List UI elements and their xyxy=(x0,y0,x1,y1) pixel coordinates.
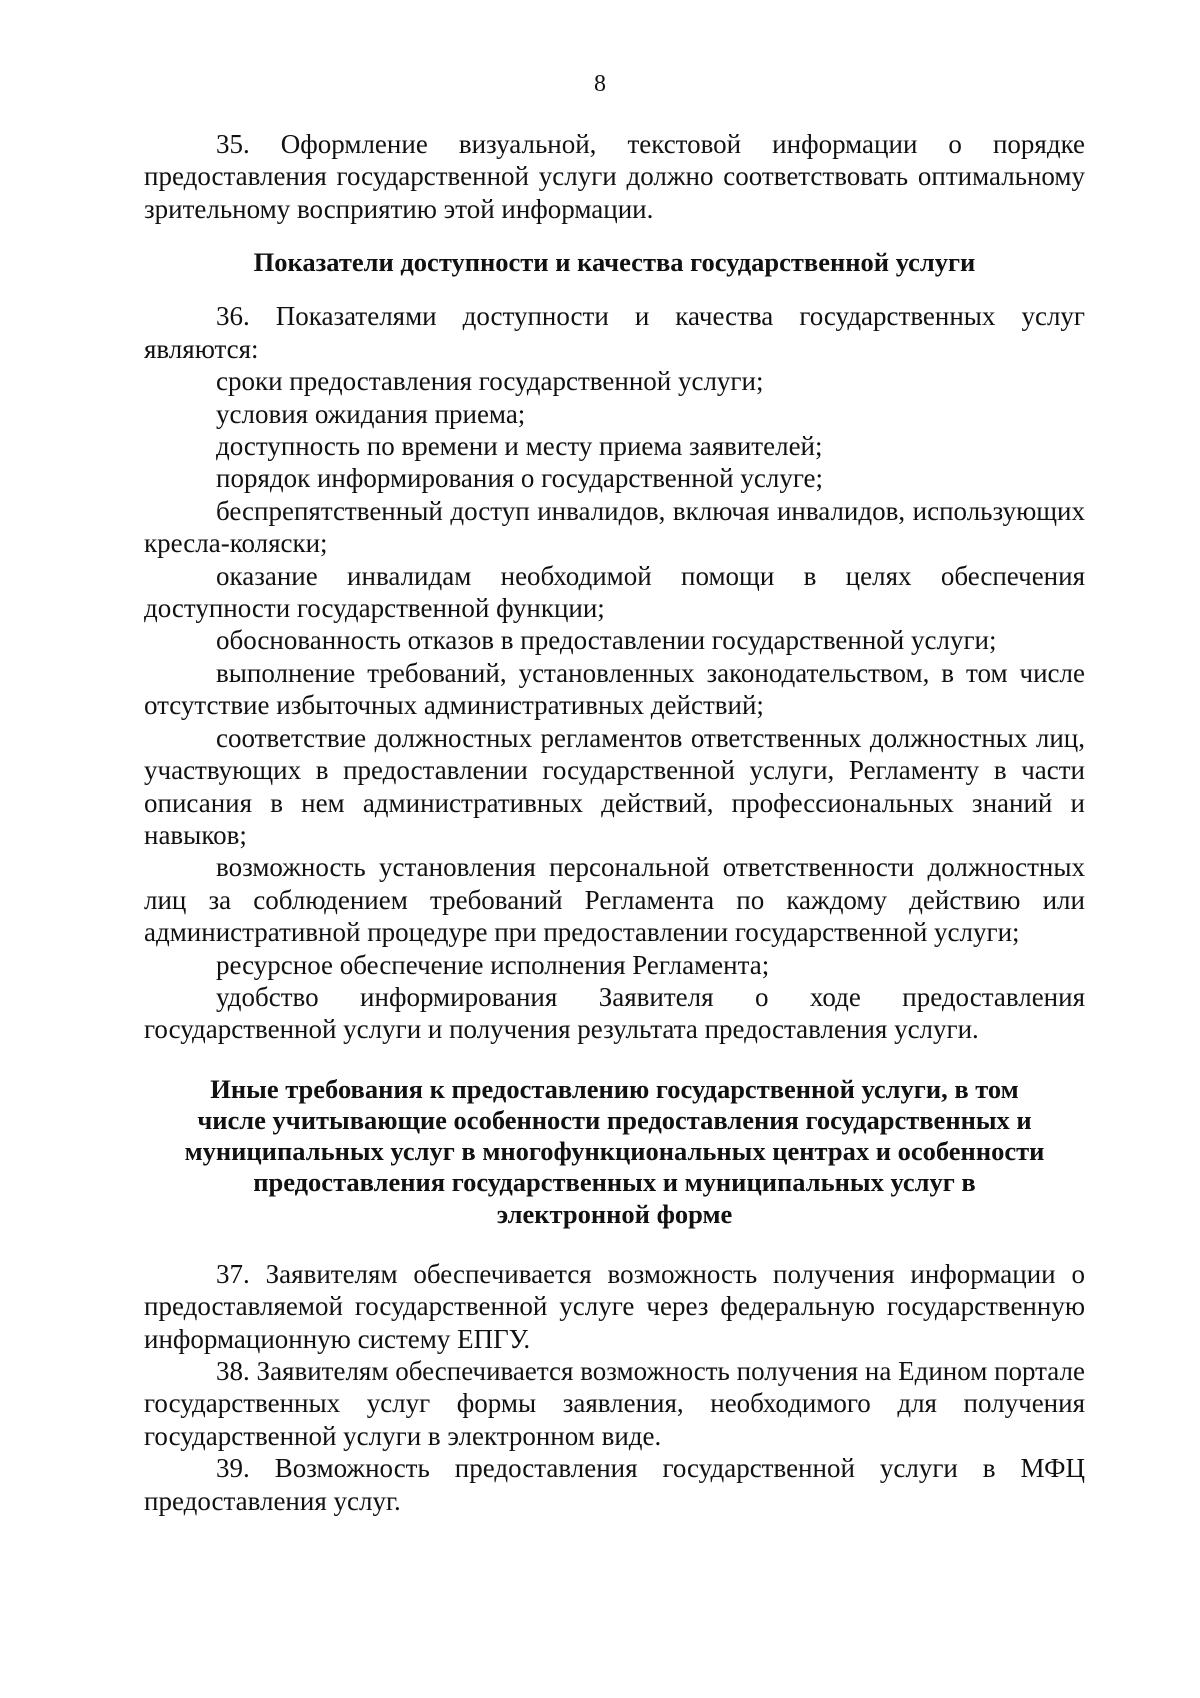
list-item: возможность установления персональной ответственности должностных лиц за соблюдением требований Регламента по каждому действию или административной процедуре при предоставлении государственной услуги; xyxy=(144,852,1085,948)
page-number: 8 xyxy=(594,71,606,97)
heading-line: муниципальных услуг в многофункциональных центрах и особенности xyxy=(184,1136,1045,1167)
list-item: условия ожидания приема; xyxy=(216,398,526,429)
list-item: удобство информирования Заявителя о ходе предоставления государственной услуги и получения результата предоставления услуги. xyxy=(144,981,1085,1045)
heading-line: Иные требования к предоставлению государственной услуги, в том xyxy=(210,1073,1019,1104)
section-heading-other-requirements xyxy=(144,1074,1085,1230)
paragraph-35: 35. Оформление визуальной, текстовой информации о порядке предоставления государственной услуги должно соответствовать оптимальному зрительному восприятию этой информации. xyxy=(144,129,1085,224)
heading-line: предоставления государственных и муниципальных услуг в xyxy=(253,1167,976,1198)
list-item: сроки предоставления государственной услуги; xyxy=(216,366,764,397)
heading-line: числе учитывающие особенности предоставления государственных и xyxy=(197,1104,1032,1135)
heading-line: электронной форме xyxy=(496,1198,733,1229)
list-item: беспрепятственный доступ инвалидов, включая инвалидов, использующих кресла-коляски; xyxy=(144,495,1085,559)
list-item: ресурсное обеспечение исполнения Регламента; xyxy=(216,949,770,980)
list-item: соответствие должностных регламентов ответственных должностных лиц, участвующих в предоставлении государственной услуги, Регламенту в части описания в нем административных действий, профессиональных знаний и навыков; xyxy=(144,722,1085,850)
document-body xyxy=(144,128,1085,1517)
paragraph-39: 39. Возможность предоставления государственной услуги в МФЦ предоставления услуг. xyxy=(144,1453,1085,1516)
list-item: выполнение требований, установленных законодательством, в том числе отсутствие избыточных административных действий; xyxy=(144,657,1085,721)
list-item: обоснованность отказов в предоставлении государственной услуги; xyxy=(216,625,997,656)
paragraph-38: 38. Заявителям обеспечивается возможность получения на Едином портале государственных услуг формы заявления, необходимого для получения государственной услуги в электронном виде. xyxy=(144,1356,1085,1451)
paragraph-37: 37. Заявителям обеспечивается возможность получения информации о предоставляемой государственной услуге через федеральную государственную информационную систему ЕПГУ. xyxy=(144,1258,1085,1354)
list-item: порядок информирования о государственной услуге; xyxy=(216,463,824,494)
section-heading-accessibility: Показатели доступности и качества государственной услуги xyxy=(253,247,976,278)
list-item: доступность по времени и месту приема заявителей; xyxy=(216,431,823,462)
list-item: оказание инвалидам необходимой помощи в целях обеспечения доступности государственной функции; xyxy=(144,560,1085,624)
paragraph-36-intro: 36. Показателями доступности и качества государственных услуг являются: xyxy=(144,301,1085,364)
